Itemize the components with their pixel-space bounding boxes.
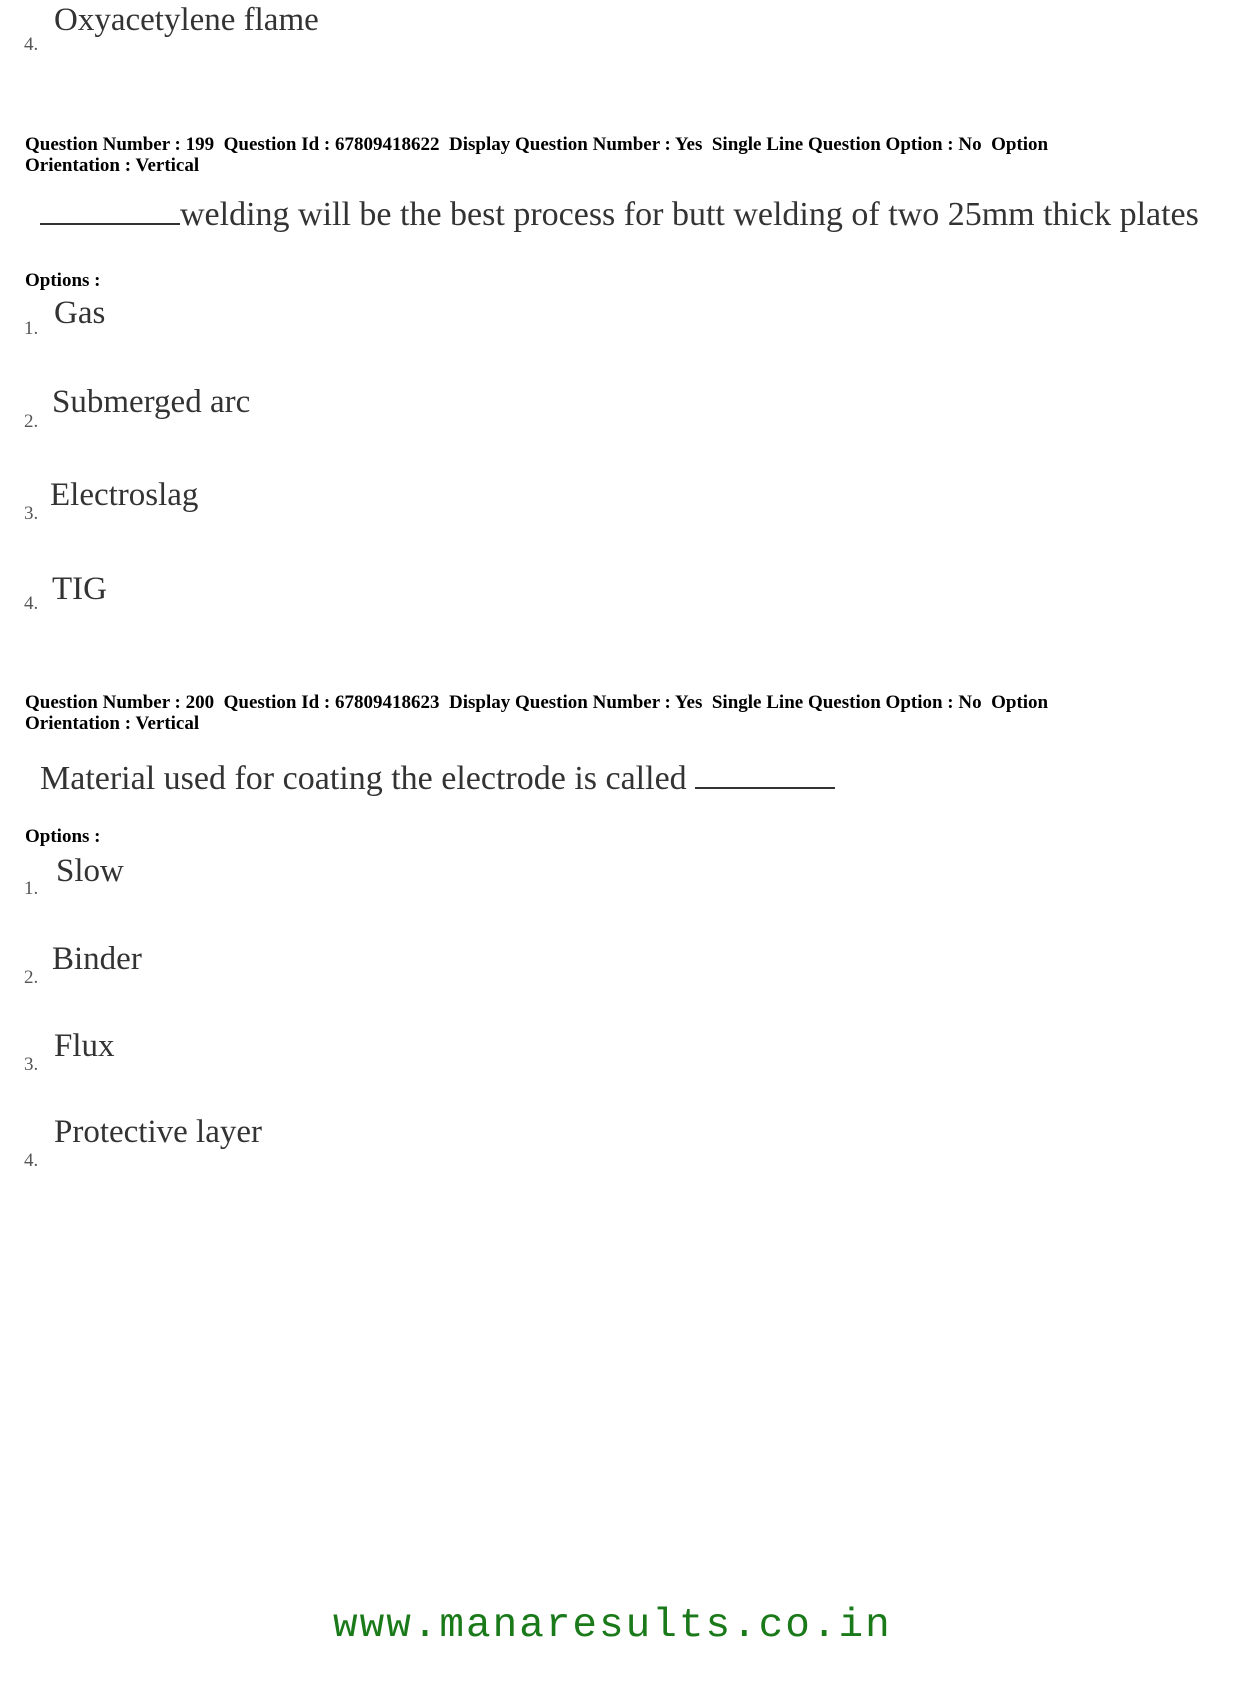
q200-option-1-text: Slow bbox=[56, 853, 124, 889]
q200-fill-blank bbox=[695, 787, 835, 789]
q200-meta-line2: Orientation : Vertical bbox=[25, 713, 200, 734]
q200-options-label: Options : bbox=[25, 826, 101, 847]
q199-option-4-number: 4. bbox=[24, 593, 39, 614]
footer-url: www.manaresults.co.in bbox=[333, 1603, 892, 1649]
q199-meta bbox=[25, 134, 1048, 176]
q200-option-3-number: 3. bbox=[24, 1054, 39, 1075]
q200-question bbox=[40, 760, 835, 798]
q199-question-text: welding will be the best process for butt welding of two 25mm thick plates bbox=[180, 196, 1199, 233]
q199-fill-blank bbox=[40, 223, 180, 225]
q199-option-1-text: Gas bbox=[54, 295, 106, 331]
q200-option-2-number: 2. bbox=[24, 967, 39, 988]
prev-option-4-number: 4. bbox=[24, 34, 39, 55]
q199-option-2-number: 2. bbox=[24, 411, 39, 432]
q200-meta bbox=[25, 692, 1048, 734]
prev-option-4-text: Oxyacetylene flame bbox=[54, 2, 319, 38]
q199-option-3-text: Electroslag bbox=[50, 477, 199, 513]
q199-option-4-text: TIG bbox=[52, 571, 107, 607]
q199-option-1-number: 1. bbox=[24, 318, 39, 339]
q200-option-1-number: 1. bbox=[24, 878, 39, 899]
q199-option-2-text: Submerged arc bbox=[52, 384, 251, 420]
q200-option-4-text: Protective layer bbox=[54, 1114, 262, 1150]
q199-options-label: Options : bbox=[25, 270, 101, 291]
q199-question bbox=[40, 196, 1199, 234]
q200-question-text: Material used for coating the electrode is called bbox=[40, 760, 687, 797]
q200-option-2-text: Binder bbox=[52, 941, 142, 977]
q200-option-4-number: 4. bbox=[24, 1150, 39, 1171]
q199-meta-line2: Orientation : Vertical bbox=[25, 155, 200, 176]
q199-meta-line1: Question Number : 199 Question Id : 67809418622 Display Question Number : Yes Single Line Question Option : No Option bbox=[25, 134, 1049, 155]
q199-option-3-number: 3. bbox=[24, 503, 39, 524]
q200-meta-line1: Question Number : 200 Question Id : 67809418623 Display Question Number : Yes Single Line Question Option : No Option bbox=[25, 692, 1049, 713]
q200-option-3-text: Flux bbox=[54, 1028, 115, 1064]
